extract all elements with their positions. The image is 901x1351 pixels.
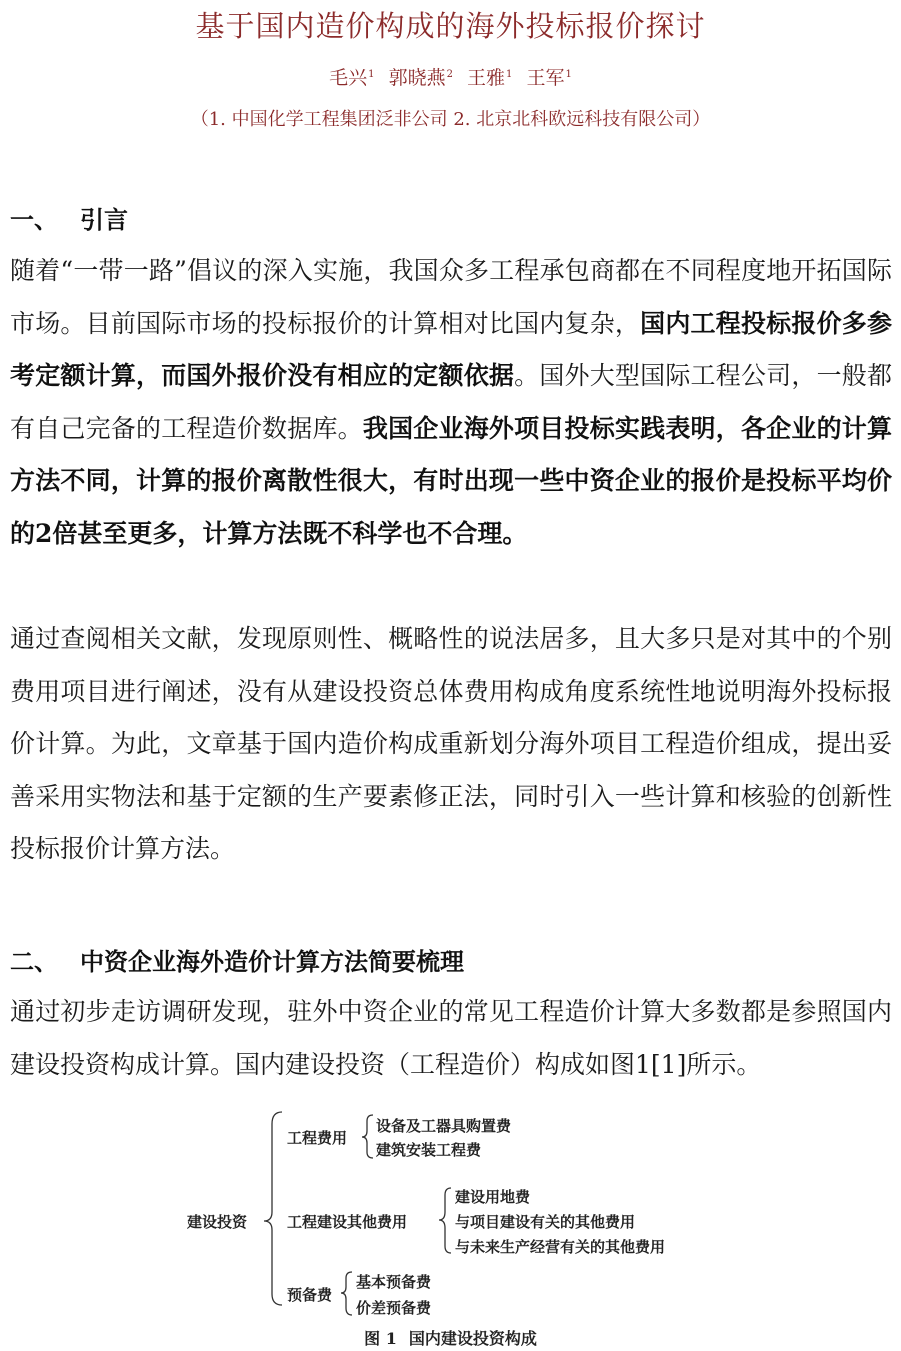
figure-item: 与项目建设有关的其他费用: [455, 1213, 636, 1231]
paragraph: 通过初步走访调研发现，驻外中资企业的常见工程造价计算大多数都是参照国内建设投资构成计算。国内建设投资（工程造价）构成如图1[1]所示。: [10, 997, 892, 1079]
figure-item: 基本预备费: [356, 1273, 432, 1291]
section-title: 中资企业海外造价计算方法简要梳理: [80, 947, 464, 976]
author: 毛兴$^1$: [329, 67, 375, 89]
figure-group-label: 工程费用: [287, 1129, 348, 1147]
paragraph: 通过查阅相关文献，发现原则性、概略性的说法居多，且大多只是对其中的个别费用项目进行阐述，没有从建设投资总体费用构成角度系统性地说明海外投标报价计算。为此，文章基于国内造价构成重新划分海外项目工程造价组成，提出妥善采用实物法和基于定额的生产要素修正法，同时引入一些计算和核验的创新性投标报价计算方法。: [10, 624, 892, 864]
section-number: 二、: [10, 947, 58, 976]
figure-cost-structure: [0, 1108, 901, 1323]
caption-text: 国内建设投资构成: [408, 1329, 537, 1348]
section-heading-methods: [10, 942, 464, 977]
paper-title: 基于国内造价构成的海外投标报价探讨: [195, 9, 706, 43]
caption-number: 图 1: [364, 1329, 397, 1348]
paragraph: 随着“一带一路”倡议的深入实施，我国众多工程承包商都在不同程度地开拓国际市场。目前国际市场的投标报价的计算相对比国内复杂，国内工程投标报价多参考定额计算，而国外报价没有相应的定额依据。国外大型国际工程公司，一般都有自己完备的工程造价数据库。我国企业海外项目投标实践表明，各企业的计算方法不同，计算的报价离散性很大，有时出现一些中资企业的报价是投标平均价的2倍甚至更多，计算方法既不科学也不合理。: [10, 256, 892, 548]
author: 王军$^1$: [526, 67, 572, 89]
figure-item: 与未来生产经营有关的其他费用: [455, 1238, 666, 1256]
figure-group-label: 工程建设其他费用: [287, 1213, 408, 1231]
author-list: [0, 63, 901, 90]
figure-item: 建筑安装工程费: [376, 1141, 482, 1159]
author: 王雅$^1$: [467, 67, 513, 89]
affiliation: （1. 中国化学工程集团泛非公司 2. 北京北科欧远科技有限公司）: [190, 109, 711, 130]
figure-item: 设备及工器具购置费: [376, 1117, 512, 1135]
figure-caption: [0, 1326, 901, 1349]
author: 郭晓燕$^2$: [388, 67, 453, 89]
bold-emphasis: 国内工程投标报价多参考定额计算，而国外报价没有相应的定额依据: [10, 308, 892, 391]
figure-group-label: 预备费: [287, 1286, 333, 1304]
figure-root-label: 建设投资: [187, 1213, 248, 1231]
bold-emphasis: 我国企业海外项目投标实践表明，各企业的计算方法不同，计算的报价离散性很大，有时出现一些中资企业的报价是投标平均价的2倍甚至更多，计算方法既不科学也不合理。: [10, 413, 892, 548]
figure-item: 价差预备费: [356, 1299, 432, 1317]
figure-item: 建设用地费: [455, 1188, 531, 1206]
section-title: 引言: [80, 205, 128, 234]
section-number: 一、: [10, 205, 58, 234]
section-heading-introduction: [10, 200, 128, 235]
